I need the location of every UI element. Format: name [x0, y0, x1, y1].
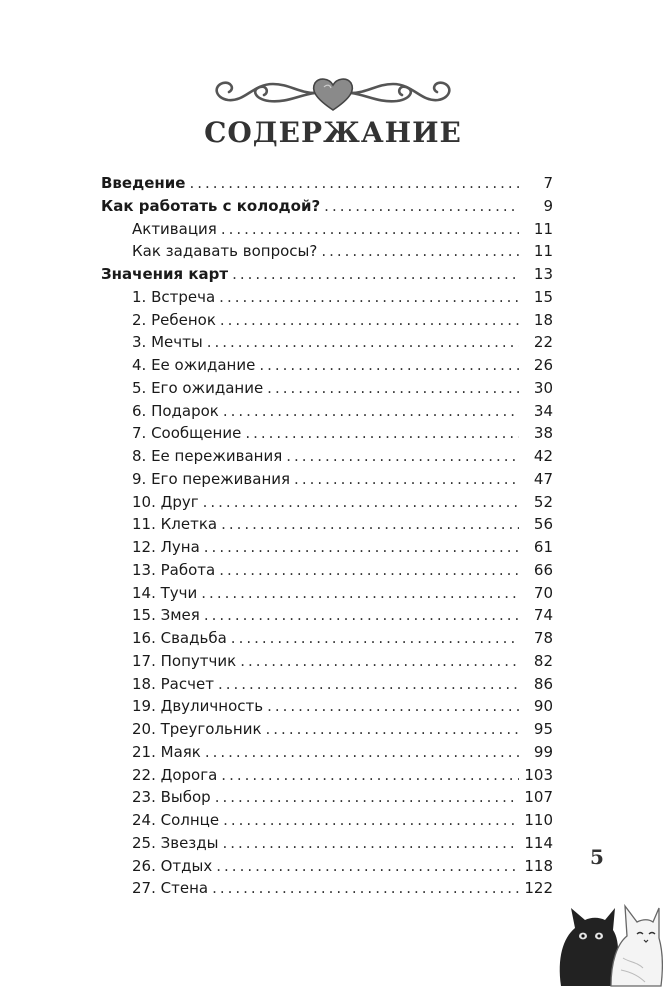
- toc-entry-page: 11: [533, 242, 553, 261]
- toc-entry-page: 114: [524, 833, 553, 852]
- toc-entry-page: 110: [524, 811, 553, 829]
- toc-entry-page: 107: [524, 788, 553, 807]
- dot-leader: [218, 673, 519, 696]
- dot-leader: [189, 172, 519, 195]
- toc-entry-title: 18. Расчет: [132, 674, 214, 693]
- dot-leader: [245, 422, 519, 445]
- toc-entry: [101, 536, 553, 559]
- toc-entry-page: 38: [533, 424, 553, 443]
- toc-entry-title: 26. Отдых: [132, 856, 213, 875]
- toc-entry-title: Значения карт: [101, 265, 229, 283]
- toc-entry: [101, 195, 553, 218]
- toc-entry: [101, 627, 553, 650]
- toc-entry-page: 66: [533, 560, 553, 579]
- toc-entry-title: 10. Друг: [132, 492, 199, 511]
- toc-entry-title: 20. Треугольник: [132, 720, 262, 738]
- toc-entry-title: 22. Дорога: [132, 765, 218, 784]
- heart-scroll-ornament-icon: [203, 70, 463, 116]
- dot-leader: [220, 309, 519, 332]
- toc-entry-page: 74: [533, 606, 553, 625]
- toc-entry: [101, 331, 553, 354]
- toc-entry-title: 25. Звезды: [132, 833, 219, 852]
- toc-entry-title: 15. Змея: [132, 606, 200, 625]
- toc-entry: [101, 400, 553, 423]
- dot-leader: [221, 513, 519, 536]
- toc-entry: [101, 582, 553, 605]
- dot-leader: [223, 400, 519, 423]
- dot-leader: [219, 559, 519, 582]
- toc-entry: [101, 172, 553, 195]
- dot-leader: [240, 650, 519, 673]
- toc-entry-page: 103: [524, 765, 553, 784]
- page-title: СОДЕРЖАНИЕ: [204, 116, 462, 149]
- dot-leader: [266, 718, 519, 741]
- toc-entry: [101, 604, 553, 627]
- dot-leader: [232, 263, 519, 286]
- toc-entry-page: 22: [533, 333, 553, 352]
- toc-entry: [101, 877, 553, 900]
- toc-entry: [101, 445, 553, 468]
- dot-leader: [216, 855, 519, 878]
- toc-entry: [101, 695, 553, 718]
- dot-leader: [231, 627, 519, 650]
- toc-entry-page: 15: [533, 287, 553, 306]
- toc-entry-page: 61: [533, 538, 553, 556]
- toc-entry-page: 9: [543, 196, 553, 215]
- toc-entry-page: 86: [533, 674, 553, 693]
- toc-entry-page: 90: [533, 697, 553, 716]
- toc-entry-title: 21. Маяк: [132, 742, 201, 761]
- toc-entry: [101, 832, 553, 855]
- dot-leader: [204, 604, 519, 627]
- dot-leader: [267, 377, 519, 400]
- toc-entry-page: 78: [533, 629, 553, 647]
- toc-entry: [101, 764, 553, 787]
- toc-entry-title: 3. Мечты: [132, 333, 203, 352]
- dot-leader: [267, 695, 519, 718]
- two-cats-illustration-icon: [553, 878, 663, 988]
- dot-leader: [294, 468, 519, 491]
- dot-leader: [221, 764, 519, 787]
- toc-entry: [101, 855, 553, 878]
- toc-entry: [101, 468, 553, 491]
- toc-entry-title: 14. Тучи: [132, 583, 198, 602]
- toc-entry-title: 23. Выбор: [132, 788, 211, 807]
- dot-leader: [201, 582, 519, 605]
- toc-entry-title: 12. Луна: [132, 538, 200, 556]
- page-number: 5: [590, 845, 604, 869]
- toc-entry: [101, 513, 553, 536]
- toc-entry: [101, 786, 553, 809]
- toc-entry: [101, 377, 553, 400]
- dot-leader: [204, 536, 519, 559]
- table-of-contents: [101, 172, 553, 900]
- toc-entry-page: 82: [533, 651, 553, 670]
- toc-entry-title: Введение: [101, 174, 186, 192]
- dot-leader: [286, 445, 519, 468]
- toc-entry-page: 18: [533, 310, 553, 329]
- toc-entry-title: 9. Его переживания: [132, 469, 291, 488]
- dot-leader: [259, 354, 519, 377]
- dot-leader: [221, 218, 519, 241]
- toc-entry: [101, 718, 553, 741]
- toc-entry: [101, 491, 553, 514]
- toc-entry-page: 30: [533, 378, 553, 397]
- toc-entry-page: 34: [533, 401, 553, 420]
- dot-leader: [212, 877, 519, 900]
- toc-entry-title: 1. Встреча: [132, 287, 216, 306]
- toc-entry-page: 26: [533, 356, 553, 374]
- toc-entry: [101, 354, 553, 377]
- toc-entry: [101, 309, 553, 332]
- toc-entry-page: 47: [533, 469, 553, 488]
- dot-leader: [321, 240, 519, 263]
- toc-entry-title: 5. Его ожидание: [132, 378, 264, 397]
- toc-entry-title: 4. Ее ожидание: [132, 356, 256, 374]
- toc-entry-title: 7. Сообщение: [132, 424, 242, 443]
- toc-entry-title: Как работать с колодой?: [101, 196, 321, 215]
- toc-entry: [101, 218, 553, 241]
- toc-entry-title: Активация: [132, 219, 217, 238]
- toc-entry-title: 2. Ребенок: [132, 310, 216, 329]
- toc-entry-page: 118: [524, 856, 553, 875]
- toc-entry: [101, 673, 553, 696]
- toc-entry-title: 27. Стена: [132, 879, 209, 898]
- toc-entry-page: 13: [533, 265, 553, 283]
- toc-entry: [101, 741, 553, 764]
- toc-entry-page: 95: [533, 720, 553, 738]
- dot-leader: [205, 741, 519, 764]
- dot-leader: [223, 832, 520, 855]
- toc-entry-page: 99: [533, 742, 553, 761]
- dot-leader: [207, 331, 519, 354]
- toc-entry-title: 17. Попутчик: [132, 651, 237, 670]
- dot-leader: [203, 491, 519, 514]
- toc-entry: [101, 650, 553, 673]
- toc-entry-title: 16. Свадьба: [132, 629, 227, 647]
- toc-entry-title: 24. Солнце: [132, 811, 220, 829]
- toc-entry: [101, 286, 553, 309]
- toc-entry-page: 70: [533, 583, 553, 602]
- toc-entry-page: 42: [533, 447, 553, 465]
- toc-entry: [101, 263, 553, 286]
- toc-entry: [101, 809, 553, 832]
- dot-leader: [324, 195, 519, 218]
- toc-entry-page: 56: [533, 515, 553, 534]
- toc-entry: [101, 240, 553, 263]
- toc-entry-title: 19. Двуличность: [132, 697, 264, 716]
- toc-entry-page: 7: [543, 174, 553, 192]
- toc-entry-page: 122: [524, 879, 553, 898]
- toc-entry-title: 6. Подарок: [132, 401, 219, 420]
- toc-entry-title: 11. Клетка: [132, 515, 218, 534]
- dot-leader: [219, 286, 519, 309]
- dot-leader: [215, 786, 519, 809]
- toc-entry: [101, 559, 553, 582]
- dot-leader: [223, 809, 519, 832]
- toc-entry-title: 13. Работа: [132, 560, 216, 579]
- toc-entry-page: 52: [533, 492, 553, 511]
- toc-entry: [101, 422, 553, 445]
- toc-entry-title: 8. Ее переживания: [132, 447, 283, 465]
- toc-entry-title: Как задавать вопросы?: [132, 242, 318, 261]
- toc-entry-page: 11: [533, 219, 553, 238]
